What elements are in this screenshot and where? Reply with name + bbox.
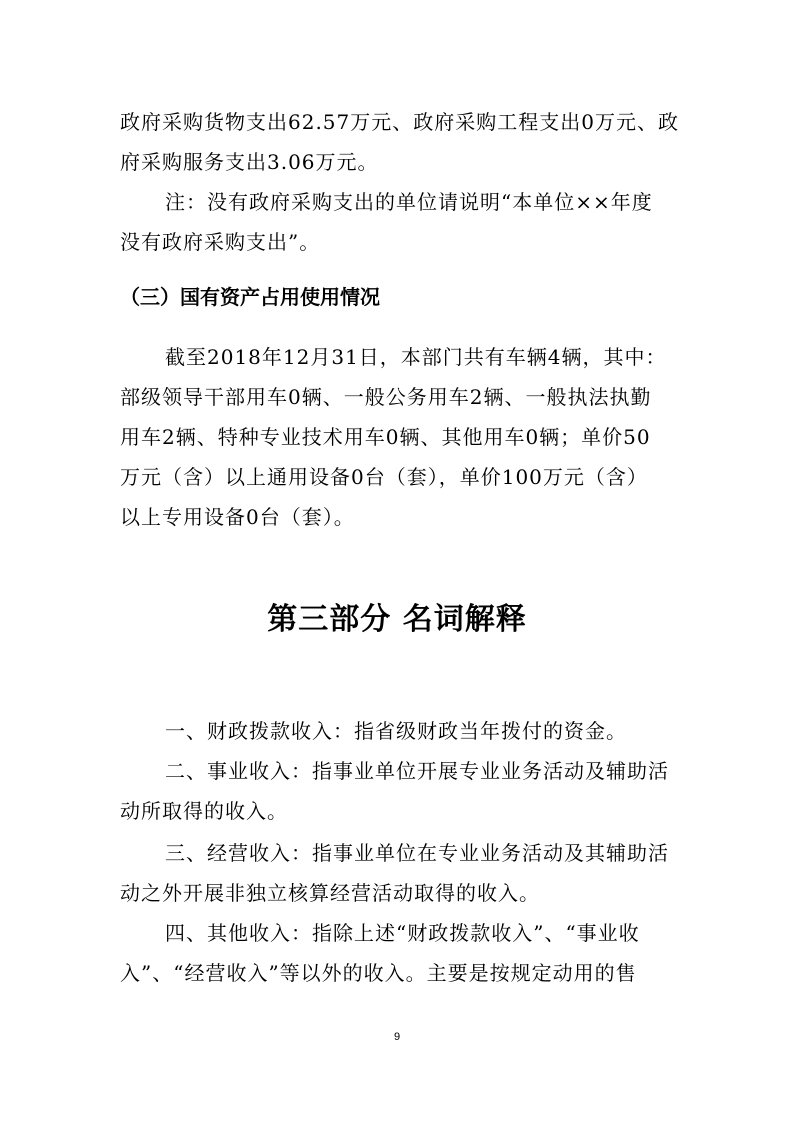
assets-line-5: 以上专用设备0台（套）。 (120, 505, 355, 529)
assets-heading: （三）国有资产占用使用情况 (120, 285, 380, 309)
definition-1-line-1: 一、财政拨款收入：指省级财政当年拨付的资金。 (165, 719, 627, 743)
assets-line-3: 用车2辆、特种专业技术用车0辆、其他用车0辆；单价50 (120, 425, 651, 449)
assets-line-4: 万元（含）以上通用设备0台（套），单价100万元（含） (120, 465, 648, 489)
definition-4-line-2: 入”、“经营收入”等以外的收入。主要是按规定动用的售 (120, 961, 637, 985)
note-line-1: 注：没有政府采购支出的单位请说明“本单位××年度 (165, 190, 653, 214)
note-line-2: 没有政府采购支出”。 (120, 230, 321, 254)
definition-2-line-2: 动所取得的收入。 (120, 799, 288, 823)
definition-3-line-1: 三、经营收入：指事业单位在专业业务活动及其辅助活 (165, 841, 669, 865)
definition-3-line-2: 动之外开展非独立核算经营活动取得的收入。 (120, 881, 540, 905)
assets-line-1: 截至2018年12月31日，本部门共有车辆4辆，其中： (165, 345, 667, 369)
definition-2-line-1: 二、事业收入：指事业单位开展专业业务活动及辅助活 (165, 759, 669, 783)
section-title: 第三部分 名词解释 (267, 602, 527, 637)
page-number: 9 (393, 1031, 401, 1043)
procurement-line-1: 政府采购货物支出62.57万元、政府采购工程支出0万元、政 (120, 110, 679, 134)
procurement-line-2: 府采购服务支出3.06万元。 (120, 150, 379, 174)
definition-4-line-1: 四、其他收入：指除上述“财政拨款收入”、“事业收 (165, 921, 640, 945)
assets-line-2: 部级领导干部用车0辆、一般公务用车2辆、一般执法执勤 (120, 385, 652, 409)
